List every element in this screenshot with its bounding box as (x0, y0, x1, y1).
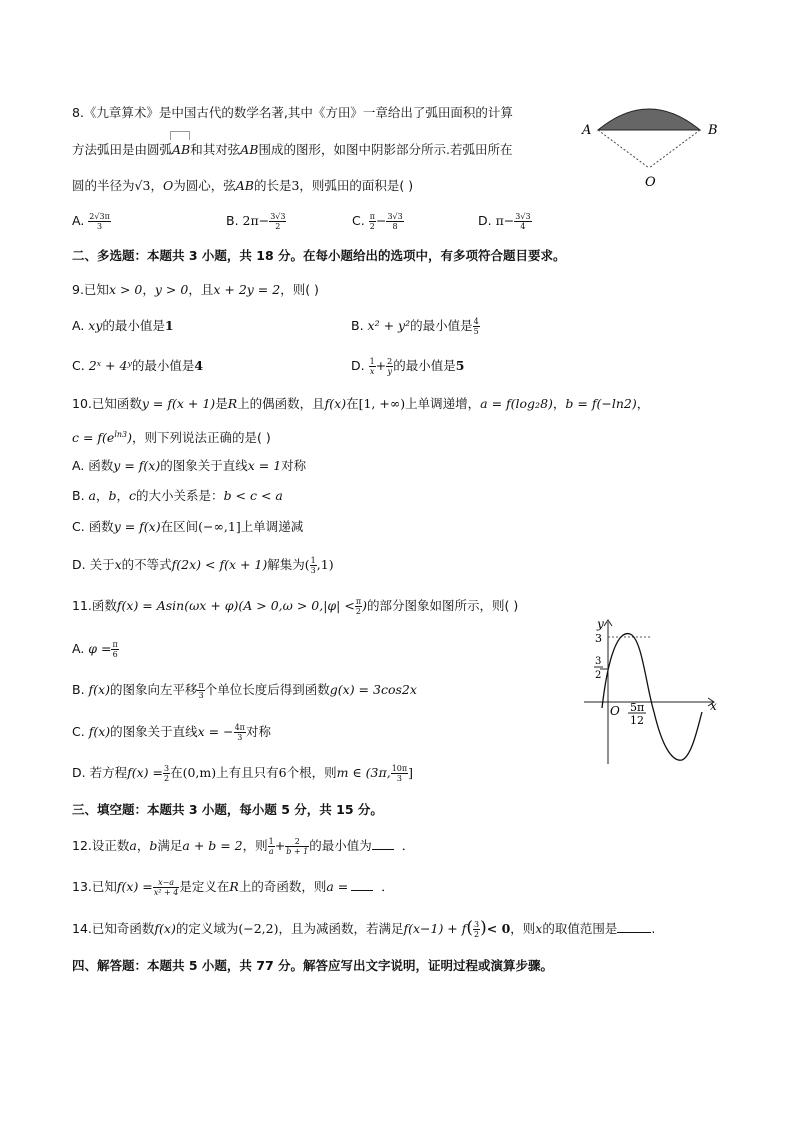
label-12: 12 (630, 714, 644, 727)
option-math: ,1) (316, 557, 334, 572)
q8-text: 为圆心，弦 (173, 178, 236, 193)
q9-math: x + 2y = 2 (213, 282, 281, 297)
q13-text: 13.已知 (72, 879, 117, 894)
q14-text: 的定义域为 (175, 921, 239, 936)
q11-stem (72, 597, 518, 616)
fraction: $\frac{10\pi}{3}$ (391, 764, 408, 783)
q14-line: 14.已知奇函数f(x)的定义域为(−2,2)，且为减函数，若满足f(x−1) + f( $\frac{3}{2}$ )< 0，则x的取值范围是 . (72, 918, 656, 939)
q10-math: [1, +∞) (358, 396, 406, 411)
answer-blank[interactable] (372, 849, 394, 850)
option-math: f(x) (88, 724, 111, 739)
option-label: D. 若方程 (72, 765, 128, 780)
q9-text: ， (142, 282, 155, 297)
q8-option-d[interactable] (478, 212, 532, 231)
sine-graph (580, 616, 720, 766)
q11-option-d[interactable] (72, 764, 413, 783)
fraction: $\frac{3}{2}$ (474, 920, 480, 939)
q13-math: f(x) = (116, 879, 153, 894)
label-y: y (597, 617, 604, 631)
option-text: ， (95, 488, 109, 503)
option-math: 2π− (242, 213, 270, 228)
q10-option-c[interactable] (72, 518, 303, 536)
option-label: A. (72, 213, 85, 228)
option-text: 个根，则 (286, 765, 337, 780)
option-text: 的最小值是 (102, 318, 165, 333)
arc-field-figure (578, 96, 728, 192)
q12-math: a + b = 2 (182, 838, 243, 853)
radius-OB (649, 130, 700, 168)
option-math: π− (495, 213, 515, 228)
option-math: x = − (197, 724, 234, 739)
q9-text: ，且 (188, 282, 214, 297)
q12-text: ，则 (242, 838, 268, 853)
option-text: 对称 (281, 458, 307, 473)
option-label: C. (72, 724, 89, 739)
q10-math: b = f(−ln2) (565, 396, 637, 411)
option-math: a (88, 488, 96, 503)
section-heading-3: 三、填空题：本题共 3 小题，每小题 5 分，共 15 分。 (72, 802, 383, 817)
section-heading-4: 四、解答题：本题共 5 小题，共 77 分。解答应写出文字说明，证明过程或演算步骤。 (72, 958, 554, 973)
q10-math: ) (127, 430, 133, 446)
option-text: 的图象关于直线 (160, 458, 248, 473)
option-label: C. (352, 213, 365, 228)
q11-math: f(x) = Asin(ωx + φ)(A > 0,ω > 0,|φ| < (116, 598, 355, 613)
option-math: b < c < a (223, 488, 283, 503)
q10-text: 上的偶函数，且 (237, 396, 325, 411)
fraction: $\frac{3√3}{8}$ (387, 212, 403, 231)
q10-text: 在 (346, 396, 359, 411)
option-label: A. (72, 318, 89, 333)
option-math: y = f(x) (113, 458, 161, 473)
option-math: y = f(x) (113, 519, 161, 534)
option-text: 的最小值是 (410, 318, 473, 333)
q10-text: ， (636, 396, 650, 411)
option-math: x² + y² (367, 318, 411, 333)
option-math: f(2x) < f(x + 1) (171, 557, 268, 572)
fraction: $\frac{\pi}{2}$ (369, 212, 375, 231)
q12-text: 的最小值为 (309, 838, 372, 853)
option-text: 的最小值是 (131, 358, 195, 373)
q14-math: f(x−1) + f (403, 921, 467, 936)
q10-text: 是 (215, 396, 228, 411)
option-text: 上有且只有 (216, 765, 279, 780)
option-math: c (129, 488, 137, 503)
q10-line2 (72, 426, 271, 447)
option-math: 5 (455, 358, 465, 373)
q14-math: f(x) (154, 921, 176, 936)
option-math: g(x) = 3cos2x (329, 682, 417, 697)
q8-option-a[interactable] (72, 212, 111, 231)
q8-math: AB (235, 178, 254, 193)
fraction: $\frac{2√3\pi}{3}$ (89, 212, 110, 231)
q12-math: b (149, 838, 158, 853)
section-heading-2: 二、多选题：本题共 3 小题，共 18 分。在每小题给出的选项中，有多项符合题目要求。 (72, 248, 566, 263)
q9-stem (72, 281, 319, 299)
q14-math: x (535, 921, 543, 936)
q11-option-a[interactable] (72, 640, 119, 659)
fraction: $\frac{4\pi}{3}$ (234, 723, 245, 742)
sine-curve (602, 634, 702, 761)
q8-line3 (72, 177, 413, 195)
option-text: 对称 (245, 724, 271, 739)
q10-option-a[interactable] (72, 457, 306, 475)
option-text: 在 (170, 765, 183, 780)
q8-math: AB (240, 142, 259, 157)
q10-math: c = f(e (72, 430, 115, 446)
q10-text: 上单调递增， (405, 396, 481, 411)
q12-math: + (274, 838, 286, 853)
option-math: φ = (88, 641, 112, 656)
option-text: 的不等式 (121, 557, 172, 572)
option-label: D. (478, 213, 492, 228)
q8-line1: 8.《九章算术》是中国古代的数学名著,其中《方田》一章给出了弧田面积的计算 (72, 105, 513, 120)
fraction: $\frac{1}{a}$ (268, 837, 274, 856)
option-text: 解集为 (267, 557, 305, 572)
radius-OA (598, 130, 649, 168)
option-label: D. 关于 (72, 557, 115, 572)
q12-text: 12.设正数 (72, 838, 130, 853)
q10-math: R (227, 396, 238, 411)
option-math: − (375, 213, 387, 228)
label-3: 3 (595, 632, 602, 645)
option-text: 的大小关系是： (136, 488, 224, 503)
q14-text: . (651, 921, 656, 936)
q13-text: 是定义在 (179, 879, 230, 894)
q8-text: 方法弧田是由圆弧 (72, 142, 173, 157)
option-math: 1 (164, 318, 174, 333)
fraction: $\frac{3}{2}$ (163, 764, 170, 783)
option-text: 上单调递减 (240, 519, 304, 534)
label-5pi: 5π (630, 701, 645, 714)
q10-line1 (72, 395, 649, 413)
option-label: B. (72, 682, 89, 697)
fraction: $\frac{1}{x}$ (369, 357, 375, 376)
option-math: x = 1 (247, 458, 282, 473)
q10-math: f(x) (324, 396, 347, 411)
q14-math: < 0 (486, 921, 511, 936)
q11-option-c[interactable] (72, 723, 271, 742)
q9-text: ，则( ) (280, 282, 319, 297)
q13-text: ． (381, 879, 394, 894)
answer-blank[interactable] (351, 890, 373, 891)
option-text: 的最小值是 (393, 358, 456, 373)
q14-text: 的取值范围是 (542, 921, 618, 936)
q9-text: 9.已知 (72, 282, 109, 297)
q12-text: ． (401, 838, 415, 853)
option-math: ] (408, 765, 414, 780)
q11-text: 11.函数 (72, 598, 117, 613)
q10-text: ， (552, 396, 566, 411)
arc-symbol (170, 131, 190, 140)
q9-math: x > 0 (108, 282, 143, 297)
q13-text: 上的奇函数，则 (238, 879, 327, 894)
label-A: A (582, 123, 592, 138)
option-math: xy (88, 318, 103, 333)
q8-text: 圆的半径为 (72, 178, 135, 193)
option-math: 6 (278, 765, 287, 780)
q10-option-d[interactable] (72, 556, 334, 575)
fraction: $\frac{\pi}{6}$ (112, 640, 118, 659)
label-B: B (708, 123, 718, 138)
q8-text: 围成的图形，如图中阴影部分所示.若弧田所在 (258, 142, 513, 157)
q10-math: a = f(log₂8) (480, 396, 553, 411)
option-label: D. (351, 358, 369, 373)
fraction: $\frac{2}{b + 1}$ (286, 837, 309, 856)
q14-text: 14.已知奇函数 (72, 921, 155, 936)
label-O: O (610, 704, 620, 718)
fraction: $\frac{\pi}{3}$ (198, 681, 204, 700)
label-3-2-den: 2 (595, 670, 602, 681)
q8-line2 (72, 141, 512, 159)
q11-option-b[interactable] (72, 681, 417, 700)
q12-text: ， (136, 838, 150, 853)
q12-math: a (129, 838, 137, 853)
fraction: $\frac{1}{3}$ (310, 556, 316, 575)
q8-text: 的长是 (253, 178, 292, 193)
fraction: $\frac{3√3}{2}$ (270, 212, 286, 231)
option-text: ， (116, 488, 130, 503)
option-math: f(x) (88, 682, 110, 697)
q8-text: ， (150, 178, 163, 193)
q14-text: ，且为减函数，若满足 (278, 921, 404, 936)
q10-math: ln3 (114, 430, 128, 439)
q13-math: R (229, 879, 239, 894)
q13-line (72, 878, 394, 897)
q10-text: 10.已知函数 (72, 396, 142, 411)
q8-arc-ab: AB (172, 141, 190, 159)
q12-line (72, 837, 414, 856)
fraction: $\frac{4}{5}$ (473, 317, 479, 336)
option-label: B. (226, 213, 239, 228)
option-text: 的图象向左平移 (109, 682, 198, 697)
option-math: 2ˣ + 4ʸ (88, 358, 132, 373)
option-text: 个单位长度后得到函数 (204, 682, 330, 697)
q13-math: a = (326, 879, 349, 894)
fraction: $\frac{x-a}{\text{x² + 4}}$ (153, 878, 179, 897)
q8-option-b[interactable] (226, 212, 286, 231)
fraction: $\frac{2}{y}$ (387, 357, 393, 376)
q9-option-b[interactable] (351, 317, 480, 336)
fraction: $\frac{3√3}{4}$ (515, 212, 531, 231)
option-math: (0,m) (182, 765, 217, 780)
q10-text: ，则下列说法正确的是( ) (132, 430, 271, 446)
q11-text: 的部分图象如图所示，则( ) (366, 598, 519, 613)
option-label: C. 函数 (72, 519, 114, 534)
fraction: $\frac{\pi}{2}$ (355, 597, 362, 616)
option-label: B. (351, 318, 368, 333)
label-x: x (710, 699, 717, 713)
q14-text: ，则 (510, 921, 536, 936)
q8-option-c[interactable] (352, 212, 404, 231)
q8-math: 3 (291, 178, 300, 193)
option-text: 的图象关于直线 (110, 724, 198, 739)
option-text: 在区间 (160, 519, 199, 534)
option-math: 4 (194, 358, 204, 373)
q14-math: (−2,2) (238, 921, 279, 936)
q9-option-c[interactable] (72, 357, 203, 375)
option-label: A. 函数 (72, 458, 114, 473)
option-math: ( (304, 557, 310, 572)
q9-option-a[interactable] (72, 317, 174, 335)
q8-text: ，则弧田的面积是( ) (299, 178, 414, 193)
option-math: + (375, 358, 387, 373)
q10-math: y = f(x + 1) (141, 396, 216, 411)
q8-math: √3 (134, 178, 151, 193)
q8-text: 和其对弦 (190, 142, 241, 157)
q10-option-b[interactable] (72, 487, 283, 505)
option-label: C. (72, 358, 89, 373)
option-math: f(x) = (127, 765, 163, 780)
q9-math: y > 0 (154, 282, 189, 297)
q12-text: 满足 (157, 838, 183, 853)
label-3-2-num: 3 (595, 656, 602, 667)
option-math: x (114, 557, 122, 572)
option-math: m ∈ (3π, (336, 765, 391, 780)
option-label: A. (72, 641, 89, 656)
q11-math: ) (362, 598, 367, 613)
q9-option-d[interactable] (351, 357, 464, 376)
option-label: B. (72, 488, 89, 503)
answer-blank[interactable] (617, 932, 651, 933)
q8-math: O (162, 178, 174, 193)
shaded-segment (598, 109, 700, 130)
option-math: (−∞,1] (198, 519, 241, 534)
option-math: b (108, 488, 117, 503)
label-O: O (645, 175, 656, 190)
